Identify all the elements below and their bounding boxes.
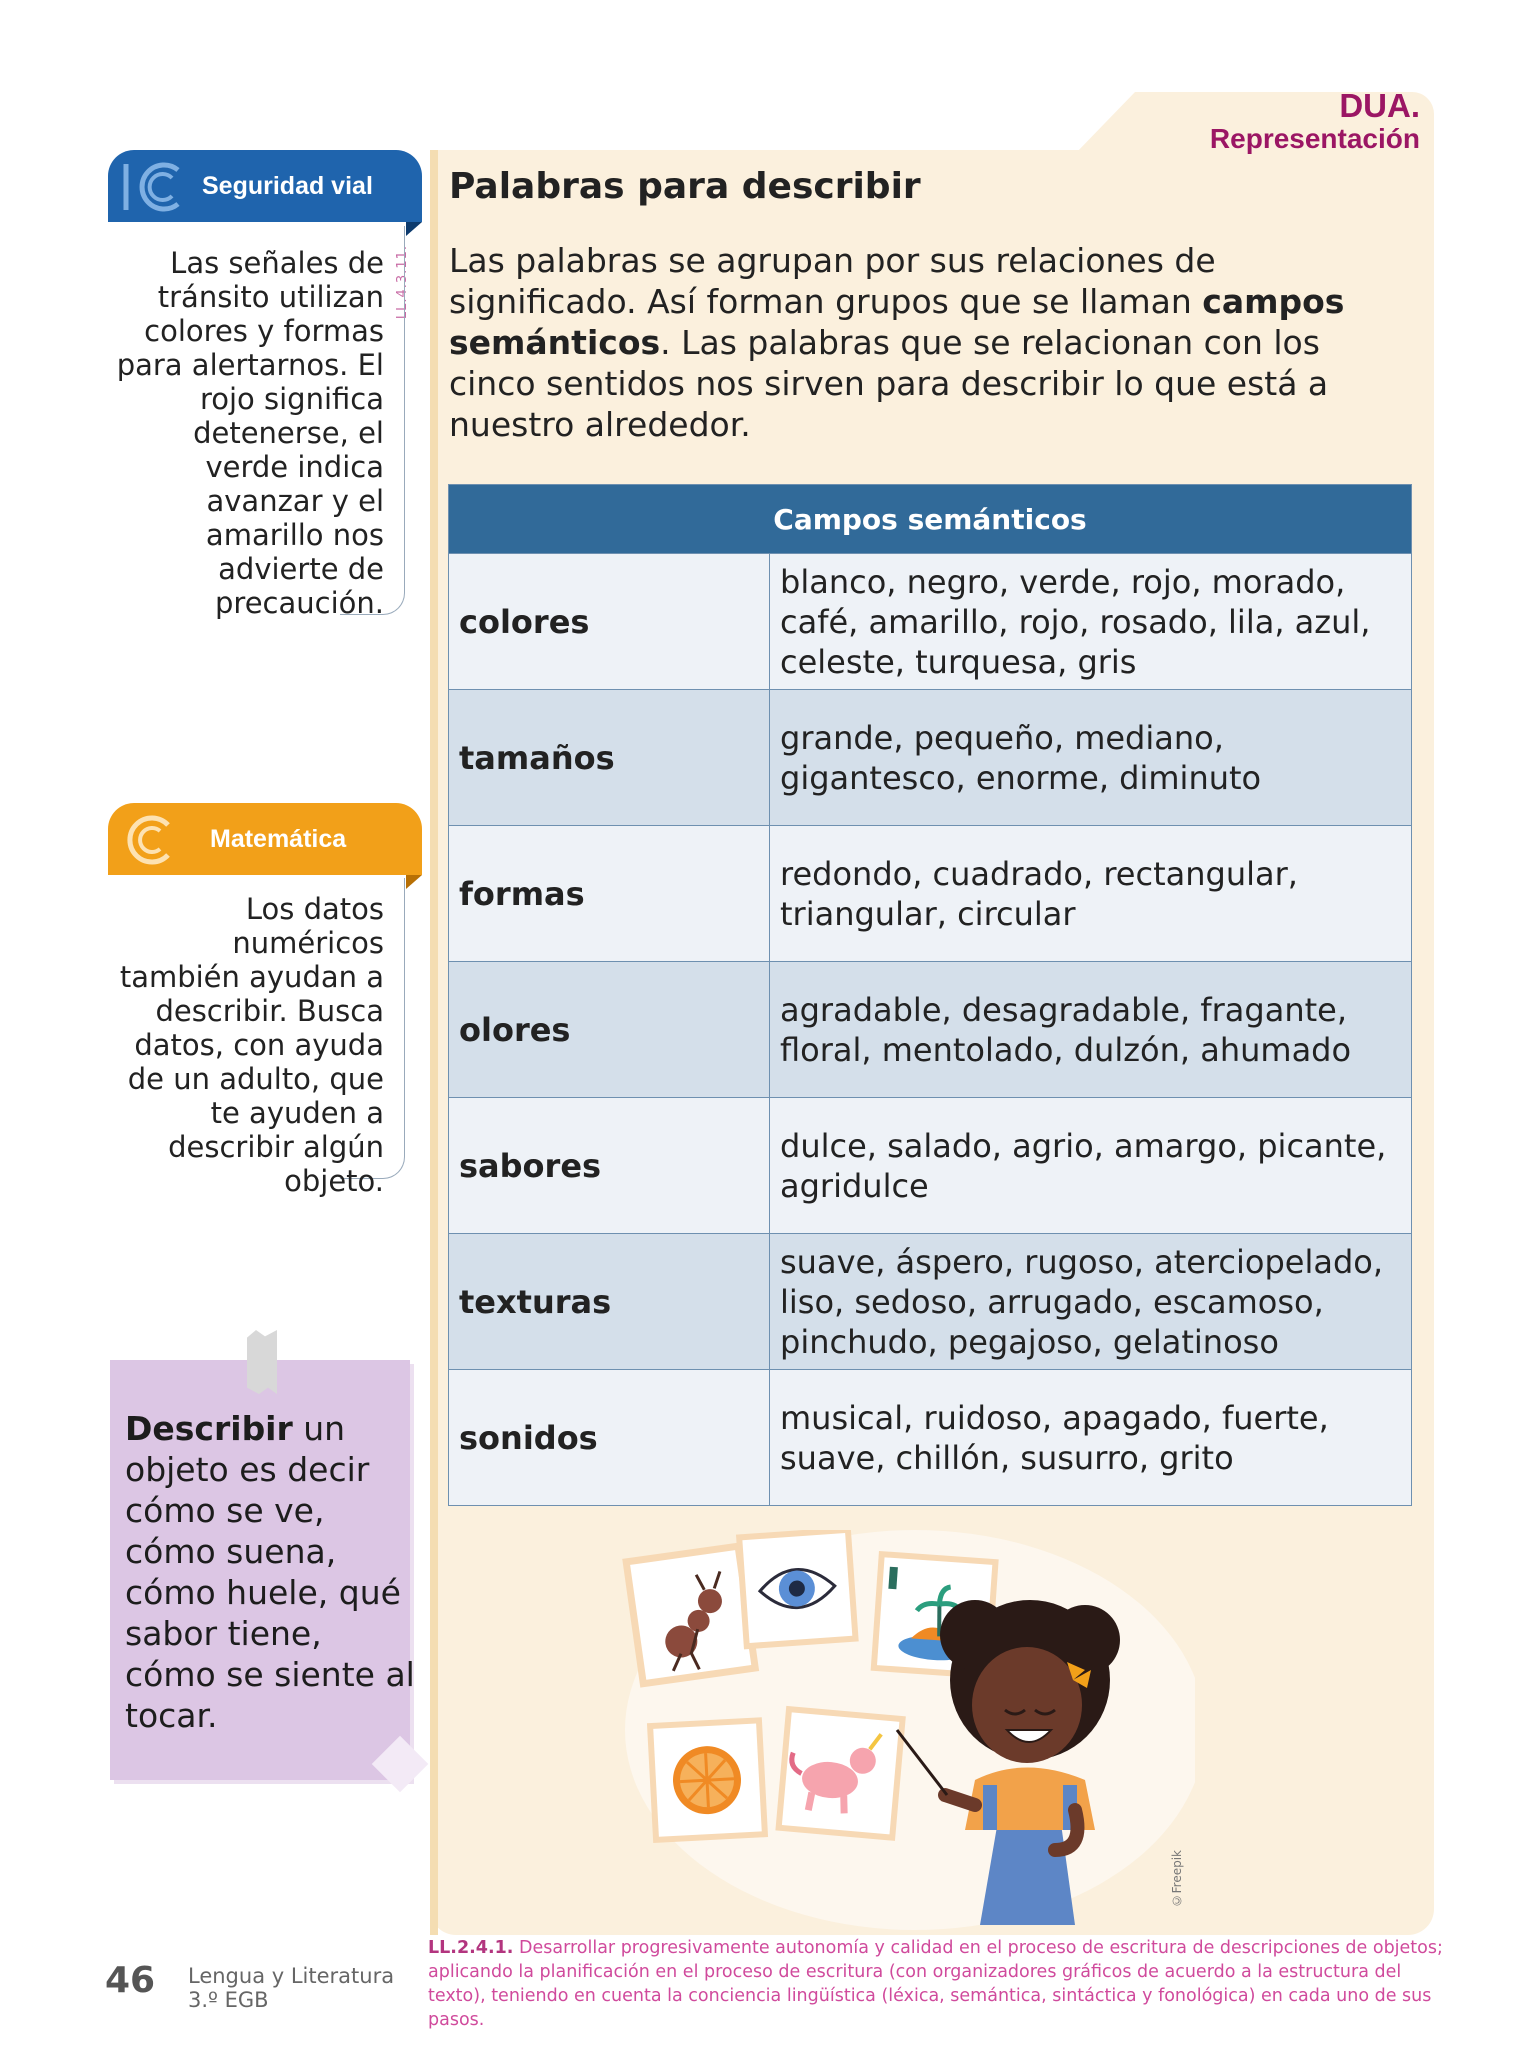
sticky-body: un objeto es decir cómo se ve, cómo suena, cómo huele, qué sabor tiene, cómo se siente al tocar. <box>125 1409 415 1735</box>
category-cell: texturas <box>449 1234 770 1370</box>
table-row <box>449 1370 1412 1506</box>
unicorn-card <box>775 1706 905 1841</box>
book-grade: 3.º EGB <box>188 1988 269 2012</box>
words-cell: agradable, desagradable, fragante, floral, mentolado, dulzón, ahumado <box>770 962 1412 1098</box>
tab-fold <box>406 222 422 236</box>
book-subject: Lengua y Literatura <box>188 1964 395 1988</box>
girl-with-sense-cards-illustration <box>615 1530 1195 1930</box>
category-cell: sabores <box>449 1098 770 1234</box>
dua-subtitle: Representación <box>1209 123 1420 155</box>
table-header: Campos semánticos <box>449 485 1412 554</box>
category-cell: sonidos <box>449 1370 770 1506</box>
table-row <box>449 826 1412 962</box>
category-cell: tamaños <box>449 690 770 826</box>
road-safety-tab <box>108 150 422 222</box>
ic-logo-icon <box>120 156 190 223</box>
math-tab <box>108 803 422 875</box>
skill-code: LL.2.4.1. <box>428 1938 514 1958</box>
road-safety-title: Seguridad vial <box>202 172 373 200</box>
words-cell: blanco, negro, verde, rojo, morado, café, amarillo, rojo, rosado, lila, azul, celeste, turquesa, gris <box>770 554 1412 690</box>
intro-text-2: . Las palabras que se relacionan con los cinco sentidos nos sirven para describir lo que está a nuestro alrededor. <box>449 323 1329 444</box>
eye-card <box>736 1530 859 1649</box>
words-cell: redondo, cuadrado, rectangular, triangular, circular <box>770 826 1412 962</box>
c-logo-icon <box>120 809 180 876</box>
intro-text-1: Las palabras se agrupan por sus relaciones de significado. Así forman grupos que se llaman <box>449 241 1216 321</box>
image-credit: ©Freepik <box>1170 1850 1184 1908</box>
dua-label <box>1210 88 1420 155</box>
table-row <box>449 962 1412 1098</box>
category-cell: colores <box>449 554 770 690</box>
dua-title: DUA. <box>1339 87 1420 124</box>
semantic-fields-table <box>448 484 1412 1506</box>
words-cell: musical, ruidoso, apagado, fuerte, suave, chillón, susurro, grito <box>770 1370 1412 1506</box>
sticky-text <box>125 1408 415 1736</box>
book-title <box>188 1964 394 2012</box>
intro-paragraph <box>449 240 1349 445</box>
tab-fold <box>406 875 422 889</box>
orange-card <box>647 1717 768 1843</box>
category-cell: olores <box>449 962 770 1098</box>
section-title: Palabras para describir <box>449 166 921 207</box>
page-number: 46 <box>105 1960 156 2001</box>
math-text: Los datos numéricos también ayudan a describir. Busca datos, con ayuda de un adulto, que te ayuden a describir algún objeto. <box>119 892 384 1198</box>
road-safety-text: Las señales de tránsito utilizan colores y formas para alertarnos. El rojo significa detenerse, el verde indica avanzar y el amarillo nos advierte de precaución. <box>116 246 384 620</box>
math-title: Matemática <box>210 825 347 853</box>
skill-footnote <box>428 1936 1448 2032</box>
table-row <box>449 554 1412 690</box>
words-cell: dulce, salado, agrio, amargo, picante, agridulce <box>770 1098 1412 1234</box>
table-row <box>449 690 1412 826</box>
category-cell: formas <box>449 826 770 962</box>
panel-edge <box>430 150 438 1935</box>
tape <box>247 1330 277 1394</box>
table-row <box>449 1234 1412 1370</box>
words-cell: grande, pequeño, mediano, gigantesco, enorme, diminuto <box>770 690 1412 826</box>
skill-code-vertical: LL.4.3.11. <box>395 245 410 320</box>
sticky-bold: Describir <box>125 1409 293 1448</box>
words-cell: suave, áspero, rugoso, aterciopelado, liso, sedoso, arrugado, escamoso, pinchudo, pegajoso, gelatinoso <box>770 1234 1412 1370</box>
table-row <box>449 1098 1412 1234</box>
skill-text: Desarrollar progresivamente autonomía y calidad en el proceso de escritura de descripciones de objetos; aplicando la planificación en el proceso de escritura (con organizadores gráficos de acuerdo a la estructura del texto), teniendo en cuenta la conciencia lingüística (léxica, semántica, sintáctica y fonológica) en cada uno de sus pasos. <box>428 1938 1443 2030</box>
intro-bold: campos semánticos <box>449 282 1345 362</box>
